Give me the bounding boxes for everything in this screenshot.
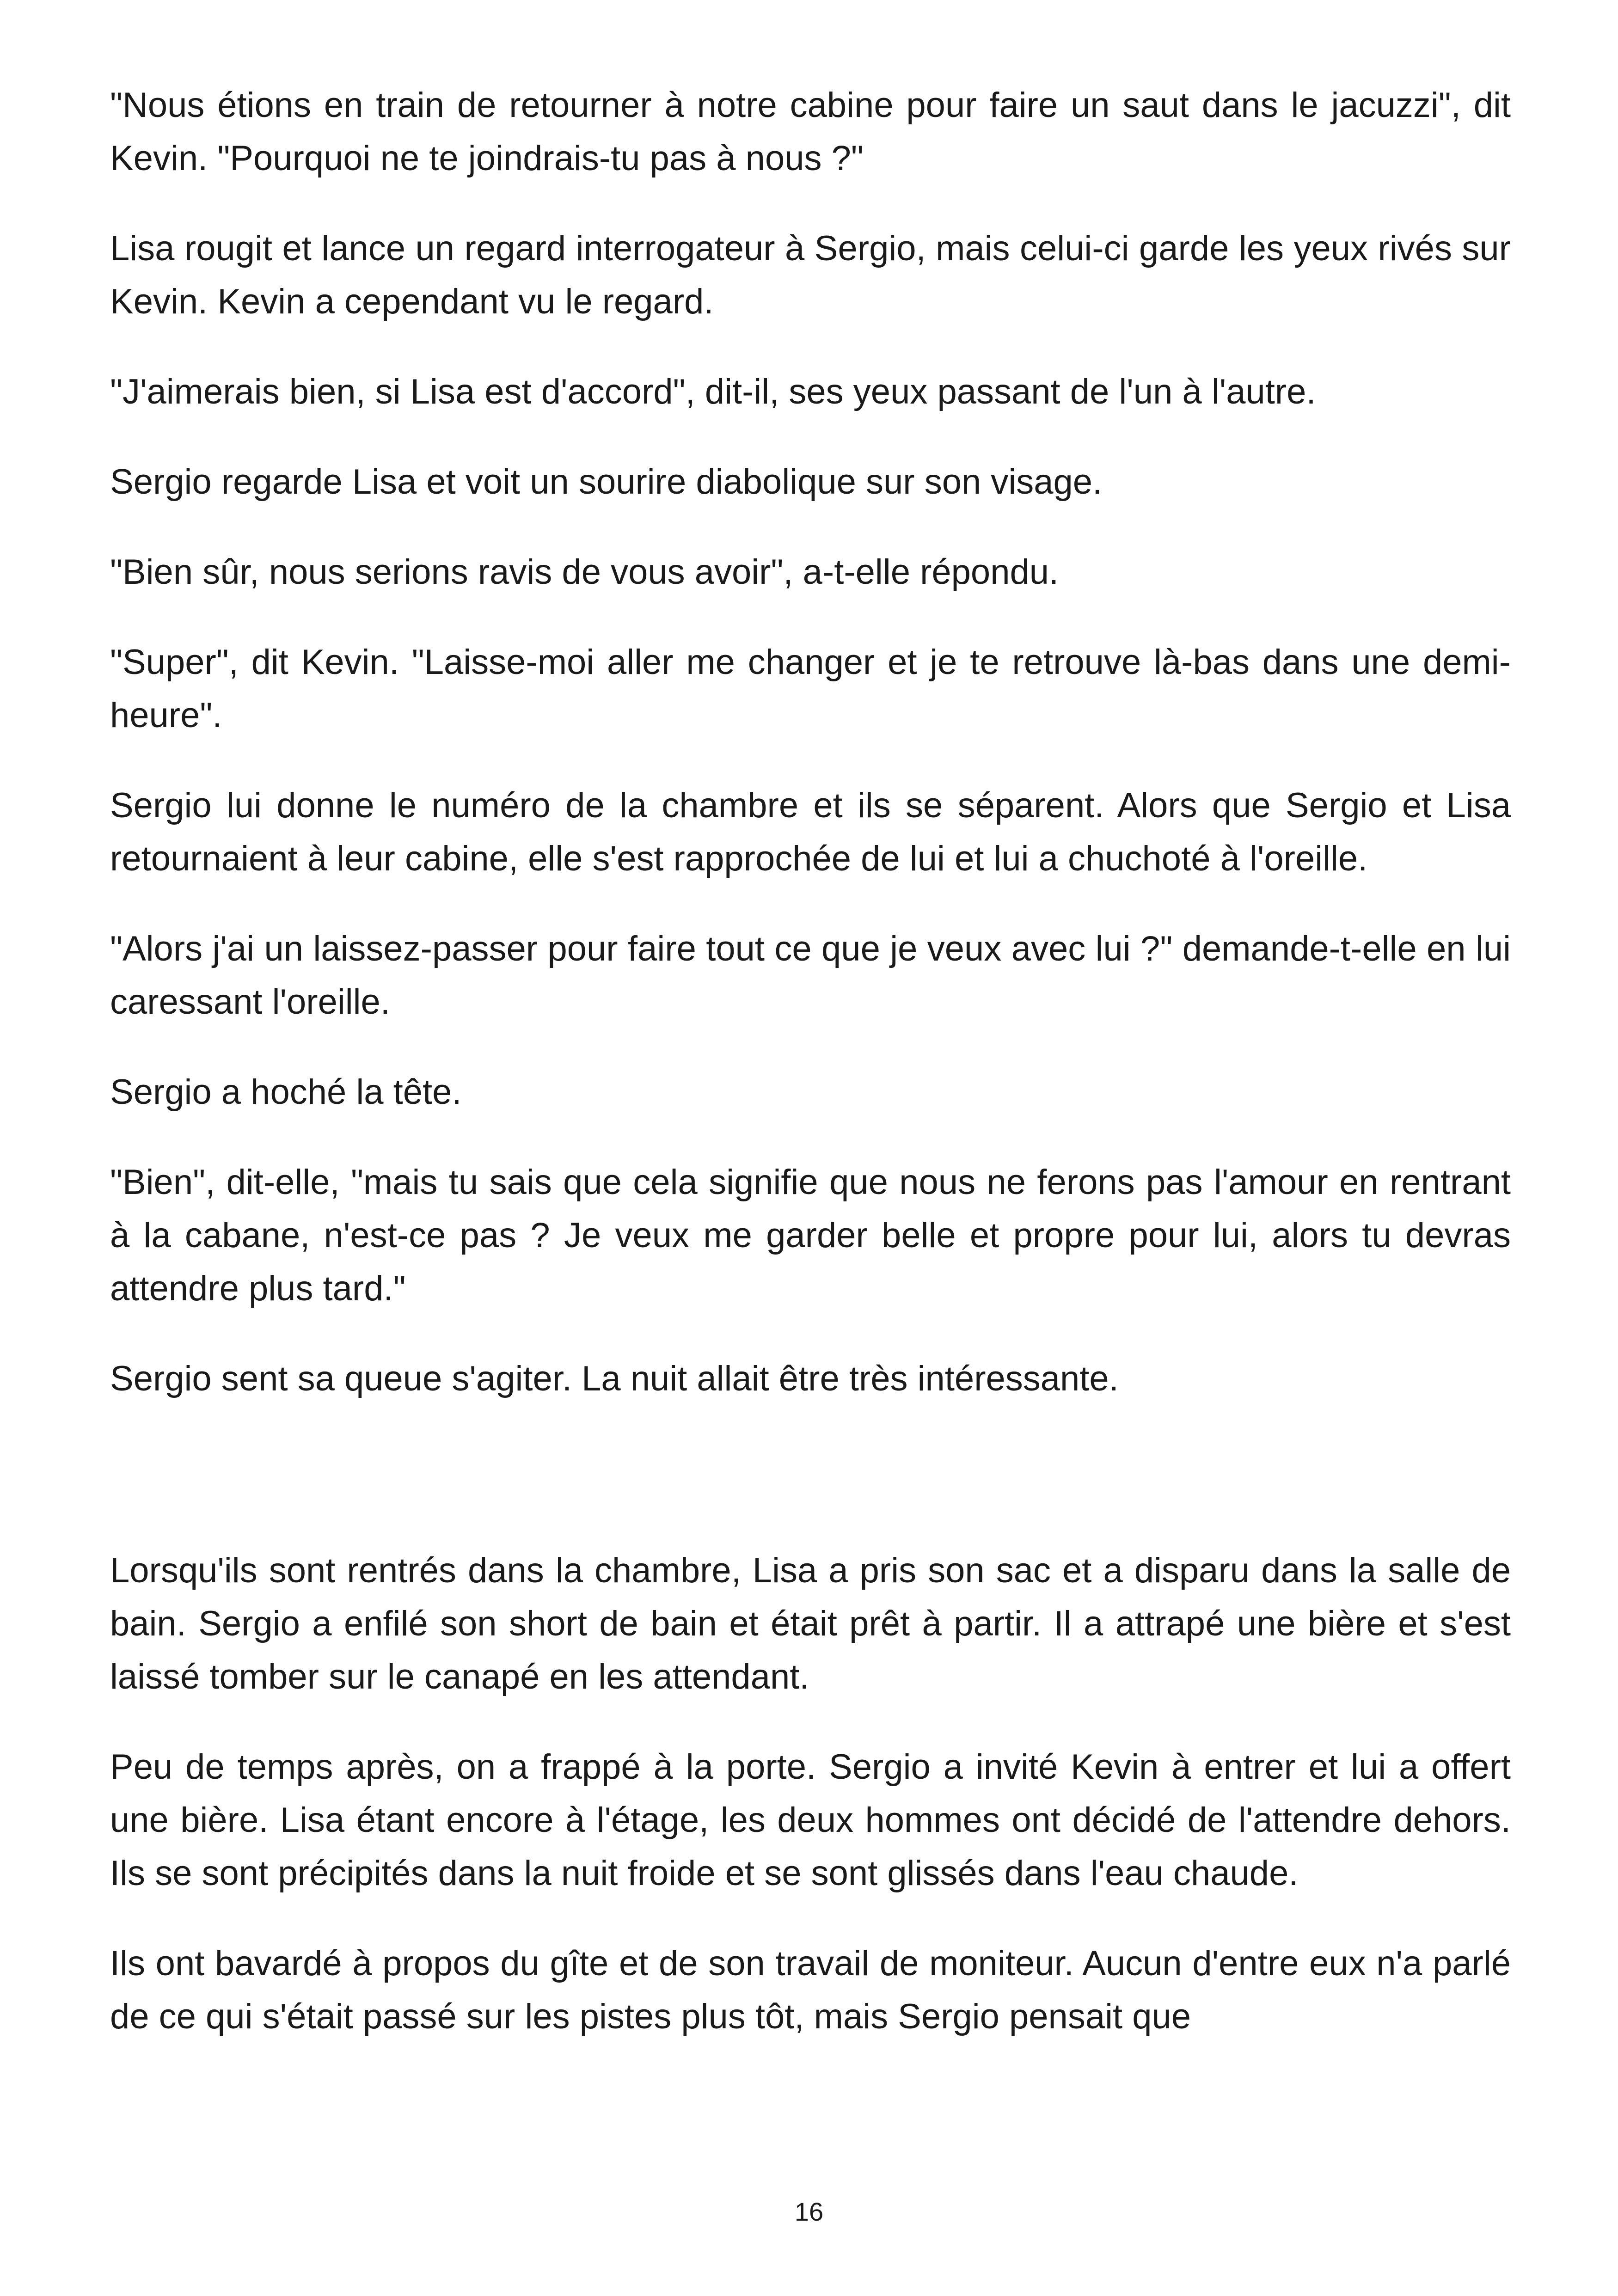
paragraph: Lisa rougit et lance un regard interrogateur à Sergio, mais celui-ci garde les yeux rivés sur Kevin. Kevin a cependant vu le regard. xyxy=(110,229,1511,321)
paragraph: "J'aimerais bien, si Lisa est d'accord", dit-il, ses yeux passant de l'un à l'autre. xyxy=(110,372,1316,411)
paragraph: Lorsqu'ils sont rentrés dans la chambre, Lisa a pris son sac et a disparu dans la salle de bain. Sergio a enfilé son short de bain et était prêt à partir. Il a attrapé une bière et s'est laissé tomber sur le canapé en les attendant. xyxy=(110,1551,1511,1696)
paragraph: "Bien", dit-elle, "mais tu sais que cela signifie que nous ne ferons pas l'amour en rentrant à la cabane, n'est-ce pas ? Je veux me garder belle et propre pour lui, alors tu devras attendre plus tard." xyxy=(110,1163,1511,1308)
paragraph: "Bien sûr, nous serions ravis de vous avoir", a-t-elle répondu. xyxy=(110,552,1059,592)
paragraph: Sergio regarde Lisa et voit un sourire diabolique sur son visage. xyxy=(110,462,1103,502)
paragraph: Sergio lui donne le numéro de la chambre et ils se séparent. Alors que Sergio et Lisa retournaient à leur cabine, elle s'est rapprochée de lui et lui a chuchoté à l'oreille. xyxy=(110,786,1511,878)
paragraph: "Super", dit Kevin. "Laisse-moi aller me changer et je te retrouve là-bas dans une demi-heure". xyxy=(110,643,1511,735)
document-body xyxy=(110,79,1511,2080)
page-number: 16 xyxy=(794,2197,824,2226)
paragraph: Sergio a hoché la tête. xyxy=(110,1072,462,1112)
section-break xyxy=(110,1442,1511,1544)
paragraph: "Alors j'ai un laissez-passer pour faire tout ce que je veux avec lui ?" demande-t-elle en lui caressant l'oreille. xyxy=(110,929,1511,1022)
paragraph: "Nous étions en train de retourner à notre cabine pour faire un saut dans le jacuzzi", dit Kevin. "Pourquoi ne te joindrais-tu pas à nous ?" xyxy=(110,86,1511,178)
paragraph: Sergio sent sa queue s'agiter. La nuit allait être très intéressante. xyxy=(110,1359,1119,1398)
paragraph: Ils ont bavardé à propos du gîte et de son travail de moniteur. Aucun d'entre eux n'a parlé de ce qui s'était passé sur les pistes plus tôt, mais Sergio pensait que xyxy=(110,1944,1511,2036)
paragraph: Peu de temps après, on a frappé à la porte. Sergio a invité Kevin à entrer et lui a offert une bière. Lisa étant encore à l'étage, les deux hommes ont décidé de l'attendre dehors. Ils se sont précipités dans la nuit froide et se sont glissés dans l'eau chaude. xyxy=(110,1747,1511,1893)
